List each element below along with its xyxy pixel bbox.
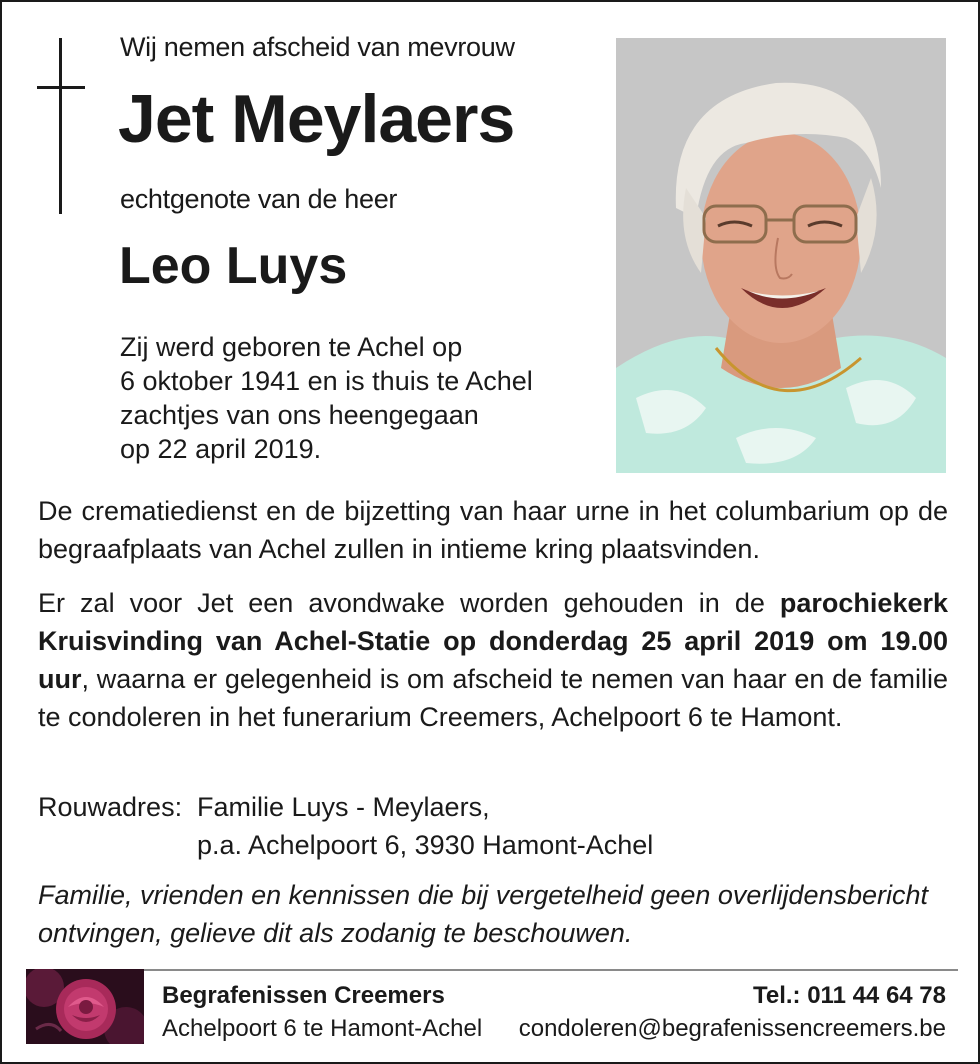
funeral-home-email: condoleren@begrafenissencreemers.be (518, 1015, 946, 1042)
portrait-illustration (616, 38, 946, 473)
cross-icon-bar (37, 86, 85, 89)
cross-icon (59, 38, 62, 214)
spouse-intro: echtgenote van de heer (120, 184, 398, 214)
vigil-location-time: parochiekerk Kruisvinding van Achel-Statie op donderdag 25 april 2019 om 19.00 uur (38, 588, 948, 694)
portrait-photo (616, 38, 946, 473)
birth-line: 6 oktober 1941 en is thuis te Achel (120, 366, 533, 396)
vigil-text-after: , waarna er gelegenheid is om afscheid te nemen van haar en de familie te condoleren in het funerarium Creemers, Achelpoort 6 te Hamont. (38, 664, 948, 732)
intro-text: Wij nemen afscheid van mevrouw (120, 32, 515, 62)
birth-death-info (120, 330, 570, 466)
birth-line: op 22 april 2019. (120, 434, 322, 464)
mourning-address (197, 788, 653, 864)
birth-line: Zij werd geboren te Achel op (120, 332, 463, 362)
birth-line: zachtjes van ons heengegaan (120, 400, 479, 430)
vigil-text-before: Er zal voor Jet een avondwake worden gehouden in de (38, 588, 780, 618)
funeral-home-phone: Tel.: 011 44 64 78 (752, 982, 946, 1009)
funeral-home-name: Begrafenissen Creemers (162, 982, 445, 1009)
mourning-address-line: p.a. Achelpoort 6, 3930 Hamont-Achel (197, 830, 654, 860)
rose-image (26, 969, 144, 1044)
notice-paragraph: Familie, vrienden en kennissen die bij vergetelheid geen overlijdensbericht ontvingen, gelieve dit als zodanig te beschouwen. (38, 880, 929, 948)
footer-divider (26, 969, 958, 971)
vigil-paragraph (38, 584, 948, 736)
mourning-address-line: Familie Luys - Meylaers, (197, 792, 490, 822)
deceased-name: Jet Meylaers (118, 81, 515, 157)
funeral-home-address: Achelpoort 6 te Hamont-Achel (162, 1015, 483, 1042)
spouse-name: Leo Luys (119, 237, 348, 295)
mourning-address-label: Rouwadres: (38, 792, 183, 822)
rose-illustration (26, 969, 144, 1044)
ceremony-paragraph: De crematiedienst en de bijzetting van haar urne in het columbarium op de begraafplaats van Achel zullen in intieme kring plaatsvinden. (38, 496, 948, 564)
